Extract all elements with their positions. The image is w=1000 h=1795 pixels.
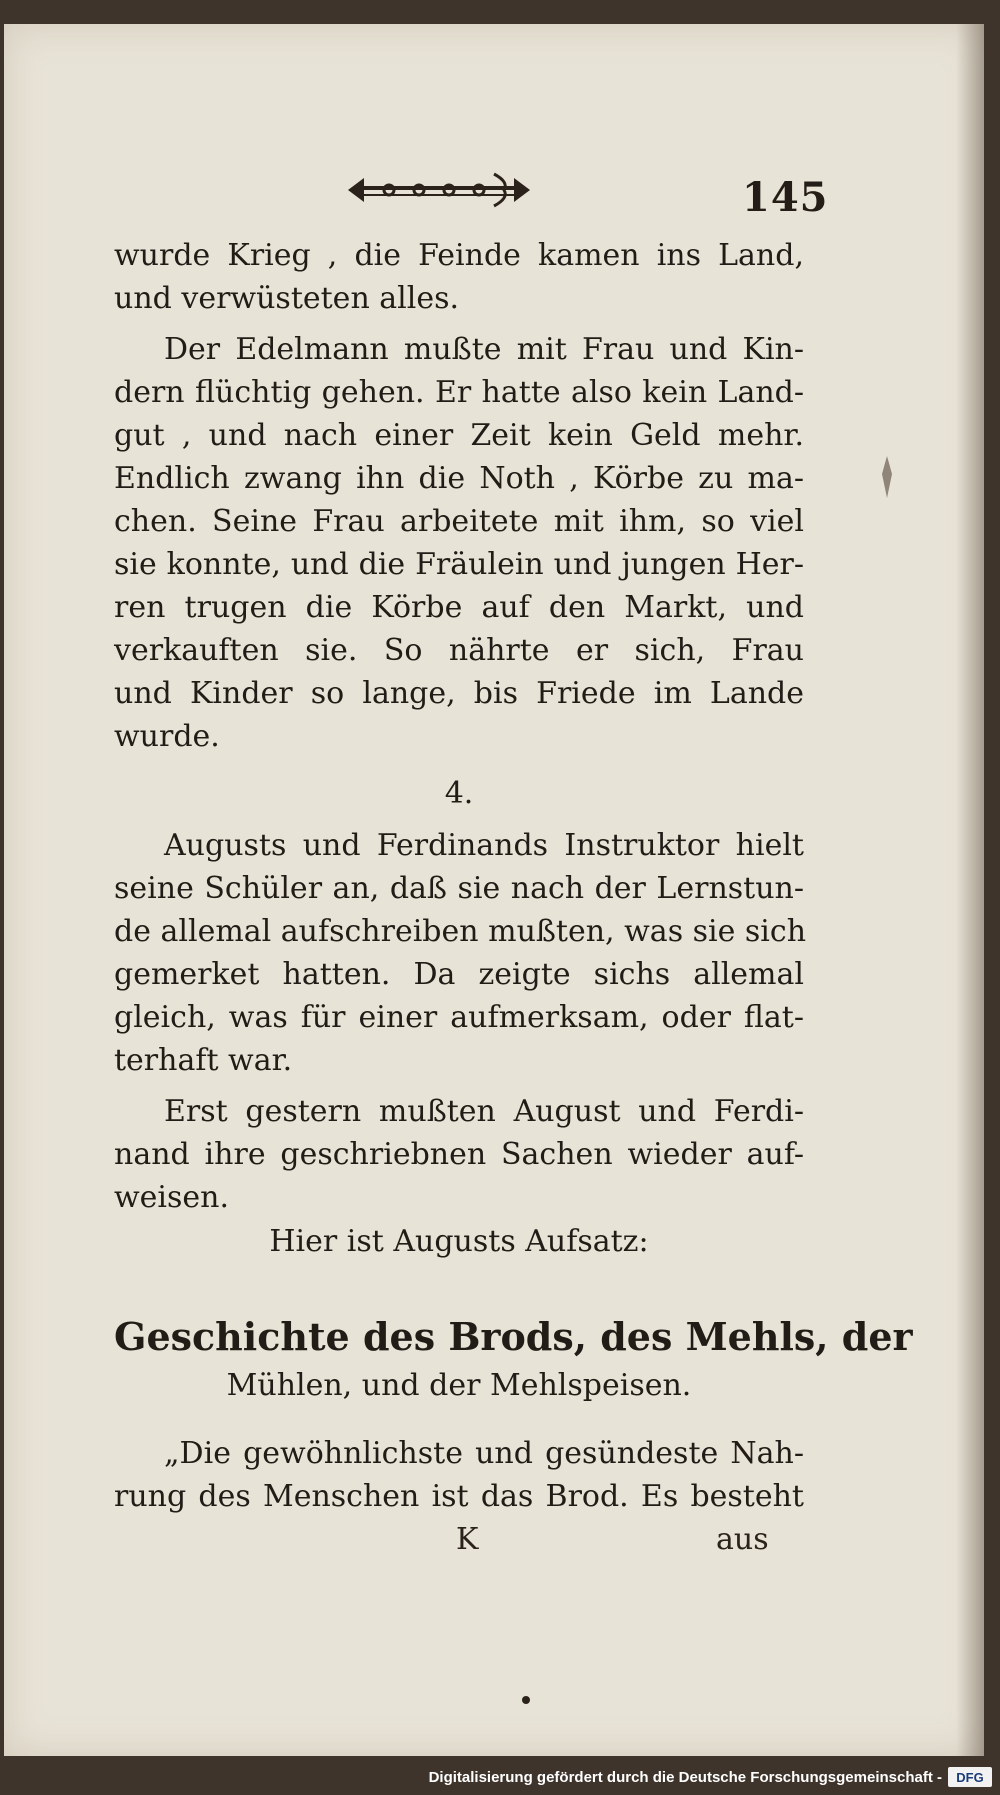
essay-title-line1: Geschichte des Brods, des Mehls, der bbox=[114, 1314, 913, 1359]
text-line: nand ihre geschriebnen Sachen wieder auf- bbox=[114, 1137, 804, 1172]
text-line: chen. Seine Frau arbeitete mit ihm, so viel bbox=[114, 504, 804, 539]
footer-text: Digitalisierung gefördert durch die Deutsche Forschungsgemeinschaft - bbox=[428, 1768, 942, 1786]
text-line: gemerket hatten. Da zeigte sichs allemal bbox=[114, 957, 804, 992]
page-mark-icon bbox=[880, 454, 894, 500]
intro-line-text: Hier ist Augusts Aufsatz: bbox=[269, 1224, 649, 1259]
paragraph-war bbox=[114, 234, 804, 320]
page-number: 145 bbox=[742, 174, 829, 221]
text-line: Erst gestern mußten August und Ferdi- bbox=[164, 1094, 804, 1129]
paragraph-gestern bbox=[114, 1090, 804, 1219]
text-line: sie konnte, und die Fräulein und jungen Her- bbox=[114, 547, 804, 582]
text-line: Endlich zwang ihn die Noth , Körbe zu ma- bbox=[114, 461, 804, 496]
text-line: wurde. bbox=[114, 719, 220, 754]
text-line: und verwüsteten alles. bbox=[114, 281, 460, 316]
text-line: weisen. bbox=[114, 1180, 230, 1215]
text-line: rung des Menschen ist das Brod. Es besteht bbox=[114, 1479, 804, 1514]
text-line: terhaft war. bbox=[114, 1043, 293, 1078]
ornamental-header-rule bbox=[344, 164, 534, 216]
dfg-logo-icon: DFG bbox=[948, 1767, 992, 1787]
section-number-text: 4. bbox=[444, 776, 474, 811]
text-line: verkauften sie. So nährte er sich, Frau bbox=[114, 633, 804, 668]
text-line: gleich, was für einer aufmerksam, oder flat- bbox=[114, 1000, 804, 1035]
text-line: und Kinder so lange, bis Friede im Lande bbox=[114, 676, 804, 711]
text-line: ren trugen die Körbe auf den Markt, und bbox=[114, 590, 804, 625]
essay-opening bbox=[114, 1432, 804, 1518]
digitization-footer bbox=[429, 1763, 992, 1791]
text-line: de allemal aufschreiben mußten, was sie sich bbox=[114, 914, 807, 949]
page-edge-shadow bbox=[956, 24, 984, 1756]
text-line: „Die gewöhnlichste und gesündeste Nah- bbox=[164, 1436, 804, 1471]
ink-dot bbox=[522, 1696, 530, 1704]
text-line: wurde Krieg , die Feinde kamen ins Land, bbox=[114, 238, 804, 273]
paragraph-edelmann bbox=[114, 328, 804, 758]
signature-mark: K bbox=[456, 1522, 479, 1557]
text-line: gut , und nach einer Zeit kein Geld mehr. bbox=[114, 418, 804, 453]
text-line: seine Schüler an, daß sie nach der Lernstun- bbox=[114, 871, 804, 906]
intro-line bbox=[114, 1220, 804, 1263]
text-line: Der Edelmann mußte mit Frau und Kin- bbox=[164, 332, 804, 367]
catchword: aus bbox=[716, 1522, 769, 1557]
essay-title-line2: Mühlen, und der Mehlspeisen. bbox=[226, 1368, 692, 1403]
book-page bbox=[4, 24, 984, 1756]
text-line: dern flüchtig gehen. Er hatte also kein Land- bbox=[114, 375, 804, 410]
text-line: Augusts und Ferdinands Instruktor hielt bbox=[164, 828, 804, 863]
section-number bbox=[114, 772, 804, 815]
essay-title bbox=[114, 1310, 913, 1407]
paragraph-instruktor bbox=[114, 824, 807, 1082]
